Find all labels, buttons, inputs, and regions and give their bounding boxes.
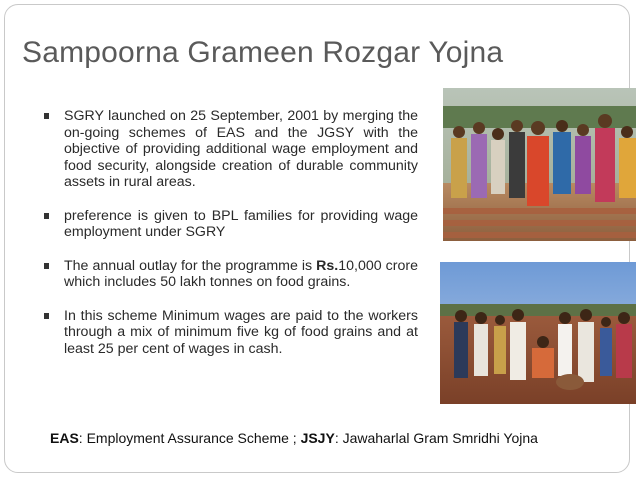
abbr-eas: EAS xyxy=(50,430,79,446)
photo-villagers-field-icon xyxy=(440,262,636,404)
bullet-text-before: The annual outlay for the programme is xyxy=(64,257,317,274)
bullet-text-after: 10,000 crore which includes 50 lakh tonnes on food grains. xyxy=(64,257,418,290)
photo-villagers-field xyxy=(440,262,636,404)
bullet-item-minimum-wages xyxy=(44,308,418,358)
bullet-item-sgry-launch xyxy=(44,108,418,191)
bullet-marker-icon xyxy=(44,263,49,269)
bullet-marker-icon xyxy=(44,313,49,319)
bullet-item-annual-outlay xyxy=(44,258,418,291)
photo-women-workers-icon xyxy=(443,88,636,241)
bullet-list xyxy=(44,108,418,374)
bullet-text-bold: Rs. xyxy=(316,257,339,274)
bullet-marker-icon xyxy=(44,113,49,119)
abbreviation-footer xyxy=(50,430,538,446)
abbr-jsjy-definition: : Jawaharlal Gram Smridhi Yojna xyxy=(334,430,538,446)
bullet-item-bpl-preference xyxy=(44,208,418,241)
abbr-eas-definition: : Employment Assurance Scheme ; xyxy=(78,430,301,446)
bullet-text: SGRY launched on 25 September, 2001 by merging the on-going schemes of EAS and the JGSY with the objective of providing additional wage employment and food security, alongside creation of durable community assets in rural areas. xyxy=(64,108,418,190)
bullet-text: preference is given to BPL families for providing wage employment under SGRY xyxy=(64,207,418,240)
bullet-text: In this scheme Minimum wages are paid to the workers through a mix of minimum five kg of food grains and at least 25 per cent of wages in cash. xyxy=(64,307,418,357)
bullet-marker-icon xyxy=(44,213,49,219)
abbr-jsjy: JSJY xyxy=(300,430,335,446)
photo-women-workers xyxy=(443,88,636,241)
slide-title: Sampoorna Grameen Rozgar Yojna xyxy=(22,36,504,69)
